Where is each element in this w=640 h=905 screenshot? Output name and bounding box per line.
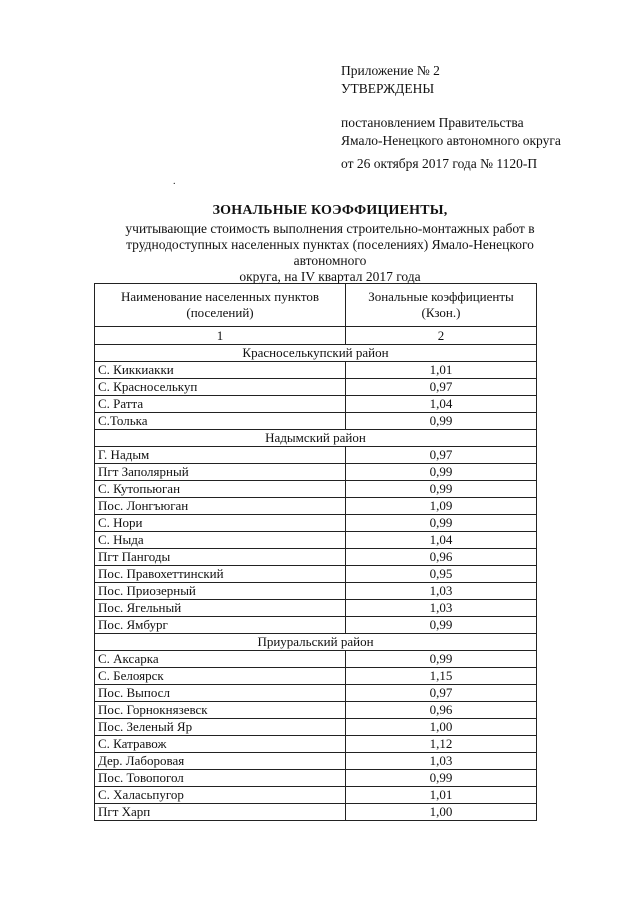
settlement-name: С. Катравож xyxy=(95,736,346,753)
settlement-name: С. Красноселькуп xyxy=(95,379,346,396)
decree-line-3: от 26 октября 2017 года № 1120-П xyxy=(341,156,538,171)
stray-dot: . xyxy=(173,176,176,187)
coefficient-value: 0,97 xyxy=(346,685,537,702)
district-name: Надымский район xyxy=(95,430,537,447)
table-row xyxy=(95,464,537,481)
coefficient-value: 0,96 xyxy=(346,549,537,566)
document-title xyxy=(90,203,570,285)
table-row xyxy=(95,753,537,770)
district-row xyxy=(95,430,537,447)
table-row xyxy=(95,617,537,634)
table-row xyxy=(95,651,537,668)
table-row xyxy=(95,549,537,566)
settlement-name: Пос. Лонгъюган xyxy=(95,498,346,515)
title-sub-3: округа, на IV квартал 2017 года xyxy=(239,269,421,284)
column-number-1: 1 xyxy=(95,327,346,345)
approved-label: УТВЕРЖДЕНЫ xyxy=(341,81,435,96)
settlement-name: С. Кутопьюган xyxy=(95,481,346,498)
settlement-name: Пгт Заполярный xyxy=(95,464,346,481)
coefficient-value: 1,01 xyxy=(346,362,537,379)
settlement-name: С. Нори xyxy=(95,515,346,532)
table-row xyxy=(95,413,537,430)
decree-line-1: постановлением Правительства xyxy=(341,115,524,130)
table-row xyxy=(95,668,537,685)
decree-line-2: Ямало-Ненецкого автономного округа xyxy=(341,133,561,148)
coefficient-value: 0,99 xyxy=(346,651,537,668)
coefficient-value: 1,01 xyxy=(346,787,537,804)
settlement-name: Дер. Лаборовая xyxy=(95,753,346,770)
district-row xyxy=(95,345,537,362)
coefficient-value: 0,99 xyxy=(346,413,537,430)
table-row xyxy=(95,481,537,498)
table-row xyxy=(95,787,537,804)
settlement-name: Пос. Товопогол xyxy=(95,770,346,787)
settlement-name: Пгт Харп xyxy=(95,804,346,821)
table-row xyxy=(95,379,537,396)
title-sub-1: учитывающие стоимость выполнения строительно-монтажных работ в xyxy=(125,221,535,236)
table-row xyxy=(95,396,537,413)
coefficient-value: 0,95 xyxy=(346,566,537,583)
coefficient-value: 0,99 xyxy=(346,464,537,481)
table-row xyxy=(95,362,537,379)
approval-block xyxy=(341,62,561,173)
settlement-name: С.Толька xyxy=(95,413,346,430)
settlement-name: Пгт Пангоды xyxy=(95,549,346,566)
coefficient-value: 0,97 xyxy=(346,379,537,396)
settlement-name: Пос. Горнокнязевск xyxy=(95,702,346,719)
settlement-name: Пос. Зеленый Яр xyxy=(95,719,346,736)
header-settlements: Наименование населенных пунктов (поселений) xyxy=(95,284,346,327)
settlement-name: С. Ныда xyxy=(95,532,346,549)
settlement-name: С. Белоярск xyxy=(95,668,346,685)
table-row xyxy=(95,719,537,736)
coefficient-value: 0,99 xyxy=(346,481,537,498)
coefficient-value: 1,00 xyxy=(346,804,537,821)
coefficient-value: 0,96 xyxy=(346,702,537,719)
coefficient-value: 1,03 xyxy=(346,753,537,770)
coefficient-value: 0,99 xyxy=(346,515,537,532)
table-row xyxy=(95,532,537,549)
coefficient-value: 1,09 xyxy=(346,498,537,515)
table-row xyxy=(95,736,537,753)
coefficient-value: 0,99 xyxy=(346,617,537,634)
appendix-number: Приложение № 2 xyxy=(341,63,440,78)
settlement-name: Пос. Выпосл xyxy=(95,685,346,702)
table-row xyxy=(95,447,537,464)
settlement-name: Пос. Ямбург xyxy=(95,617,346,634)
table-row xyxy=(95,804,537,821)
column-number-2: 2 xyxy=(346,327,537,345)
coefficient-value: 1,03 xyxy=(346,600,537,617)
coefficient-value: 1,15 xyxy=(346,668,537,685)
table-body xyxy=(95,345,537,821)
coefficient-value: 1,04 xyxy=(346,396,537,413)
settlement-name: Г. Надым xyxy=(95,447,346,464)
table-row xyxy=(95,515,537,532)
coefficient-value: 1,04 xyxy=(346,532,537,549)
table-row xyxy=(95,583,537,600)
settlement-name: Пос. Приозерный xyxy=(95,583,346,600)
settlement-name: С. Ратта xyxy=(95,396,346,413)
district-name: Приуральский район xyxy=(95,634,537,651)
settlement-name: Пос. Ягельный xyxy=(95,600,346,617)
settlement-name: С. Халасьпугор xyxy=(95,787,346,804)
table-row xyxy=(95,770,537,787)
settlement-name: С. Аксарка xyxy=(95,651,346,668)
table-row xyxy=(95,685,537,702)
settlement-name: Пос. Правохеттинский xyxy=(95,566,346,583)
table-row xyxy=(95,600,537,617)
table-row xyxy=(95,566,537,583)
settlement-name: С. Киккиакки xyxy=(95,362,346,379)
title-main: ЗОНАЛЬНЫЕ КОЭФФИЦИЕНТЫ, xyxy=(212,203,448,218)
district-name: Красноселькупский район xyxy=(95,345,537,362)
header-coefficients: Зональные коэффициенты (Кзон.) xyxy=(346,284,537,327)
coefficient-value: 0,99 xyxy=(346,770,537,787)
coefficient-value: 1,12 xyxy=(346,736,537,753)
district-row xyxy=(95,634,537,651)
table-row xyxy=(95,498,537,515)
coefficient-value: 1,00 xyxy=(346,719,537,736)
title-sub-2: труднодоступных населенных пунктах (поселениях) Ямало-Ненецкого автономного xyxy=(126,237,534,268)
table-row xyxy=(95,702,537,719)
coefficient-value: 1,03 xyxy=(346,583,537,600)
coefficient-value: 0,97 xyxy=(346,447,537,464)
coefficients-table xyxy=(94,283,537,821)
